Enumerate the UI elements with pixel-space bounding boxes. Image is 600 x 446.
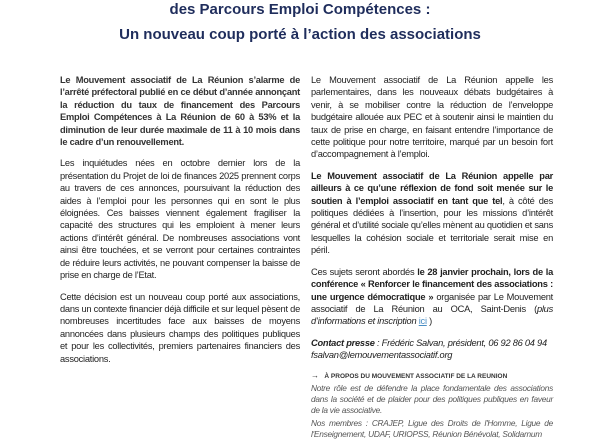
members-text: Nos membres : CRAJEP, Ligue des Droits de l'Homme, Ligue de l'Enseignement, UDAF, URIOPSS, Réunion Bénévolat, Solidarnum: [311, 417, 553, 439]
right-p2-bold: Le Mouvement associatif de La Réunion appelle par ailleurs à ce qu’une réflexion de fond soit menée sur le soutien à l’emploi associatif en tant que tel: [311, 170, 553, 206]
title-line-2: Un nouveau coup porté à l’action des associations: [119, 26, 481, 43]
right-paragraph-2: [311, 170, 553, 257]
info-link[interactable]: ici: [418, 316, 427, 327]
p3-text-b: organisée par Le Mouvement associatif de La Réunion au OCA, Saint-Denis (: [311, 291, 554, 314]
right-p2-rest: , à côté des politiques dédiées à l’insertion, pour les missions d’intérêt général et d’utilité sociale qu’elles mènent au quotidien et sans lesquelles la cohésion sociale et territoriale serait mise en péril.: [311, 195, 553, 256]
contact-label: Contact presse: [311, 337, 375, 348]
contact-email: fsalvan@lemouvementassociatif.org: [311, 350, 453, 361]
right-column: [311, 74, 553, 442]
about-text: Notre rôle est de défendre la place fondamentale des associations dans la société et de plaider pour des politiques publiques en faveur de la vie associative.: [311, 382, 553, 415]
about-heading-text: À PROPOS DU MOUVEMENT ASSOCIATIF DE LA REUNION: [324, 372, 508, 380]
left-column: [60, 74, 300, 374]
contact-press: [311, 337, 553, 362]
contact-text: : Frédéric Salvan, président, 06 92 86 04 94: [374, 337, 547, 348]
p3-end: ): [426, 316, 432, 327]
left-paragraph-3: Cette décision est un nouveau coup porté aux associations, dans un contexte financier déjà difficile et sur lequel pèsent de nombreuses incertitudes face aux baisses de moyens annoncées dans plusieurs champs des politiques publiques et pour les collectivités, premiers partenaires financiers des associations.: [60, 291, 300, 364]
left-paragraph-2: Les inquiétudes nées en octobre dernier lors de la présentation du Projet de loi de finances 2025 prennent corps au travers de ces annonces, poursuivant la réduction des aides à l’emploi pour les personnes qui en sont le plus éloignées. Ces baisses viennent également fragiliser la capacité des structures qui les emploient à mener leurs actions d’intérêt général. De nombreuses associations vont ainsi être touchées, et se verront pour certaines contraintes de réduire leurs activités, ne pouvant compenser la baisse de prise en charge de l’Etat.: [60, 158, 300, 281]
p3-italic: plus d’informations et inscription: [311, 303, 553, 327]
right-paragraph-3: [311, 266, 553, 328]
p3-bold: le 28 janvier prochain, lors de la conférence « Renforcer le financement des associations : une urgence démocratique »: [311, 266, 554, 302]
title-line-1: des Parcours Emploi Compétences :: [169, 1, 431, 18]
p3-text-a: Ces sujets seront abordés: [311, 266, 418, 277]
arrow-right-icon: →: [311, 370, 319, 380]
left-paragraph-1: Le Mouvement associatif de La Réunion s’alarme de l’arrêté préfectoral publié en ce début d’année annonçant la réduction du taux de financement des Parcours Emploi Compétences à La Réunion de 60 à 53% et la diminution de leur durée maximale de 11 à 10 mois dans le cadre d’un renouvellement.: [60, 75, 300, 148]
right-paragraph-1: Le Mouvement associatif de La Réunion appelle les parlementaires, dans les nouveaux débats budgétaires à venir, à se mobiliser contre la réduction de l’enveloppe budgétaire allouée aux PEC et à soutenir ainsi le maintien du taux de prise en charge, en faisant entendre l’importance de cette politique pour notre territoire, marqué par un besoin fort d’accompagnement à l’emploi.: [311, 75, 553, 160]
about-heading: [311, 371, 553, 381]
